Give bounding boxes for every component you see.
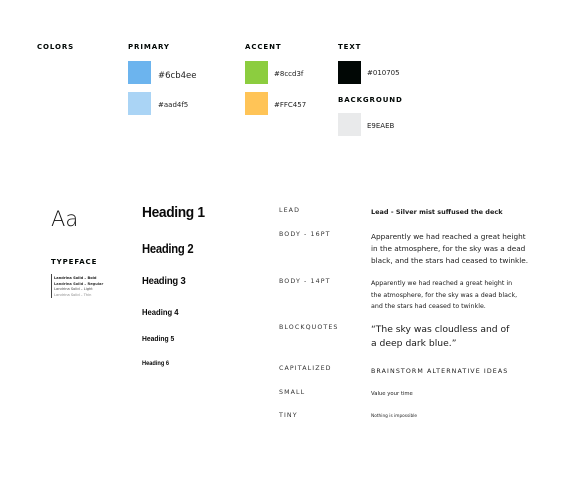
style-sample-body-14: Apparently we had reached a great height in the atmosphere, for the sky was a dead black, and the stars had ceased to twinkle. (371, 280, 518, 310)
style-name-body-14: BODY - 14PT (279, 278, 331, 285)
primary-label: PRIMARY (128, 43, 170, 51)
background-color-hex: E9EAEB (367, 122, 395, 130)
typeface-weight-bold: Landrina Solid – Bold (54, 276, 97, 280)
typeface-sample: Aa (51, 207, 79, 231)
accent-swatch-1 (245, 61, 268, 84)
style-name-capitalized: CAPITALIZED (279, 365, 332, 372)
primary-hex-1: #6cb4ee (158, 71, 197, 81)
heading-4-sample: Heading 4 (142, 307, 179, 317)
text-color-label: TEXT (338, 43, 362, 51)
heading-2-sample: Heading 2 (142, 242, 194, 256)
typeface-weight-regular: Landrina Solid – Regular (54, 281, 104, 286)
style-sample-small: Value your time (371, 391, 413, 397)
typeface-rule (51, 274, 52, 298)
style-name-lead: LEAD (279, 207, 301, 214)
style-sample-blockquote: “The sky was cloudless and of a deep dark blue.” (371, 324, 510, 349)
style-sample-tiny: Nothing is impossible (371, 414, 418, 419)
primary-swatch-2 (128, 92, 151, 115)
style-name-body-16: BODY - 16PT (279, 231, 331, 238)
colors-section-label: COLORS (37, 43, 75, 51)
typeface-label: TYPEFACE (51, 258, 98, 266)
style-name-small: SMALL (279, 389, 306, 396)
heading-3-sample: Heading 3 (142, 275, 186, 287)
primary-swatch-1 (128, 61, 151, 84)
text-color-hex: #010705 (367, 69, 400, 77)
background-color-label: BACKGROUND (338, 96, 403, 104)
heading-6-sample: Heading 6 (142, 360, 170, 367)
accent-label: ACCENT (245, 43, 282, 51)
accent-hex-2: #FFC457 (274, 101, 307, 109)
style-sample-body-16: Apparently we had reached a great height in the atmosphere, for the sky was a dead black, and the stars had ceased to twinkle. (371, 232, 529, 265)
typeface-weight-thin: Landrina Solid – Thin (54, 292, 92, 297)
typeface-weight-light: Landrina Solid – Light (54, 287, 93, 291)
accent-hex-1: #8ccd3f (274, 70, 304, 78)
heading-5-sample: Heading 5 (142, 334, 175, 343)
primary-hex-2: #aad4f5 (158, 101, 189, 109)
style-name-tiny: TINY (279, 412, 298, 419)
style-name-blockquotes: BLOCKQUOTES (279, 324, 339, 331)
style-sample-capitalized: BRAINSTORM ALTERNATIVE IDEAS (371, 368, 509, 375)
accent-swatch-2 (245, 92, 268, 115)
background-color-swatch (338, 113, 361, 136)
text-color-swatch (338, 61, 361, 84)
heading-1-sample: Heading 1 (142, 204, 205, 221)
style-sample-lead: Lead - Silver mist suffused the deck (371, 208, 503, 216)
